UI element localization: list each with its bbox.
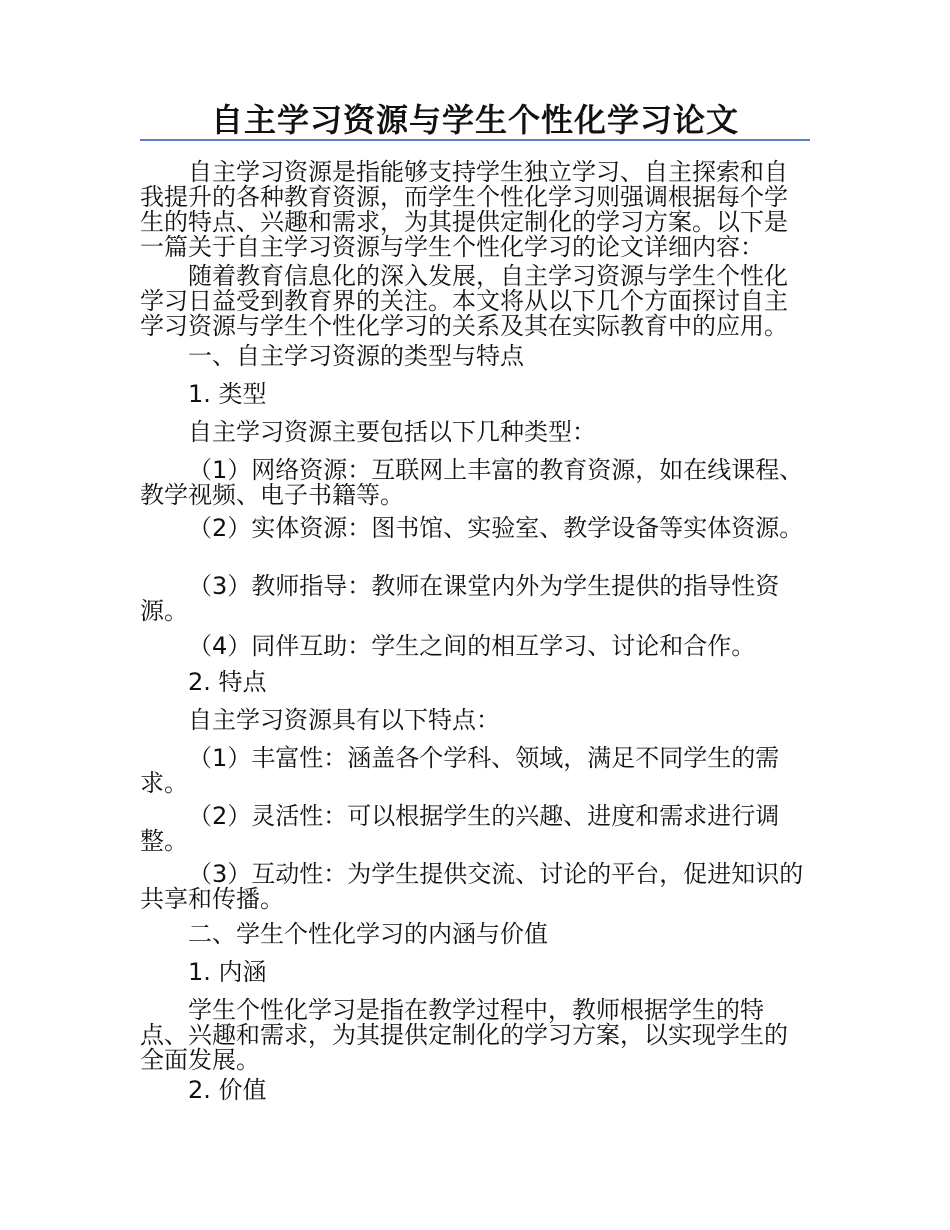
background-paragraph: 随着教育信息化的深入发展，自主学习资源与学生个性化学习日益受到教育界的关注。本文将从以下几个方面探讨自主学习资源与学生个性化学习的关系及其在实际教育中的应用。 <box>140 262 788 340</box>
feature-item-2: （2）灵活性：可以根据学生的兴趣、进度和需求进行调整。 <box>140 802 780 855</box>
features-intro: 自主学习资源具有以下特点： <box>188 706 500 734</box>
feature-item-3: （3）互动性：为学生提供交流、讨论的平台，促进知识的共享和传播。 <box>140 860 804 913</box>
section-heading-1: 一、自主学习资源的类型与特点 <box>188 342 524 370</box>
type-item-2: （2）实体资源：图书馆、实验室、教学设备等实体资源。 <box>188 514 804 542</box>
feature-item-1: （1）丰富性：涵盖各个学科、领域，满足不同学生的需求。 <box>140 744 780 797</box>
subheading-types: 1. 类型 <box>188 380 267 408</box>
subheading-value: 2. 价值 <box>188 1076 267 1104</box>
subheading-connotation: 1. 内涵 <box>188 958 267 986</box>
title-underline <box>140 139 810 141</box>
type-item-3: （3）教师指导：教师在课堂内外为学生提供的指导性资源。 <box>140 572 780 625</box>
types-intro: 自主学习资源主要包括以下几种类型： <box>188 418 596 446</box>
intro-paragraph: 自主学习资源是指能够支持学生独立学习、自主探索和自我提升的各种教育资源，而学生个性化学习则强调根据每个学生的特点、兴趣和需求，为其提供定制化的学习方案。以下是一篇关于自主学习资源与学生个性化学习的论文详细内容： <box>140 158 788 261</box>
subheading-features: 2. 特点 <box>188 668 267 696</box>
type-item-1: （1）网络资源：互联网上丰富的教育资源，如在线课程、教学视频、电子书籍等。 <box>140 456 804 509</box>
type-item-4: （4）同伴互助：学生之间的相互学习、讨论和合作。 <box>188 632 756 660</box>
connotation-paragraph: 学生个性化学习是指在教学过程中，教师根据学生的特点、兴趣和需求，为其提供定制化的学习方案，以实现学生的全面发展。 <box>140 996 788 1074</box>
document-title: 自主学习资源与学生个性化学习论文 <box>210 101 739 139</box>
section-heading-2: 二、学生个性化学习的内涵与价值 <box>188 920 548 948</box>
